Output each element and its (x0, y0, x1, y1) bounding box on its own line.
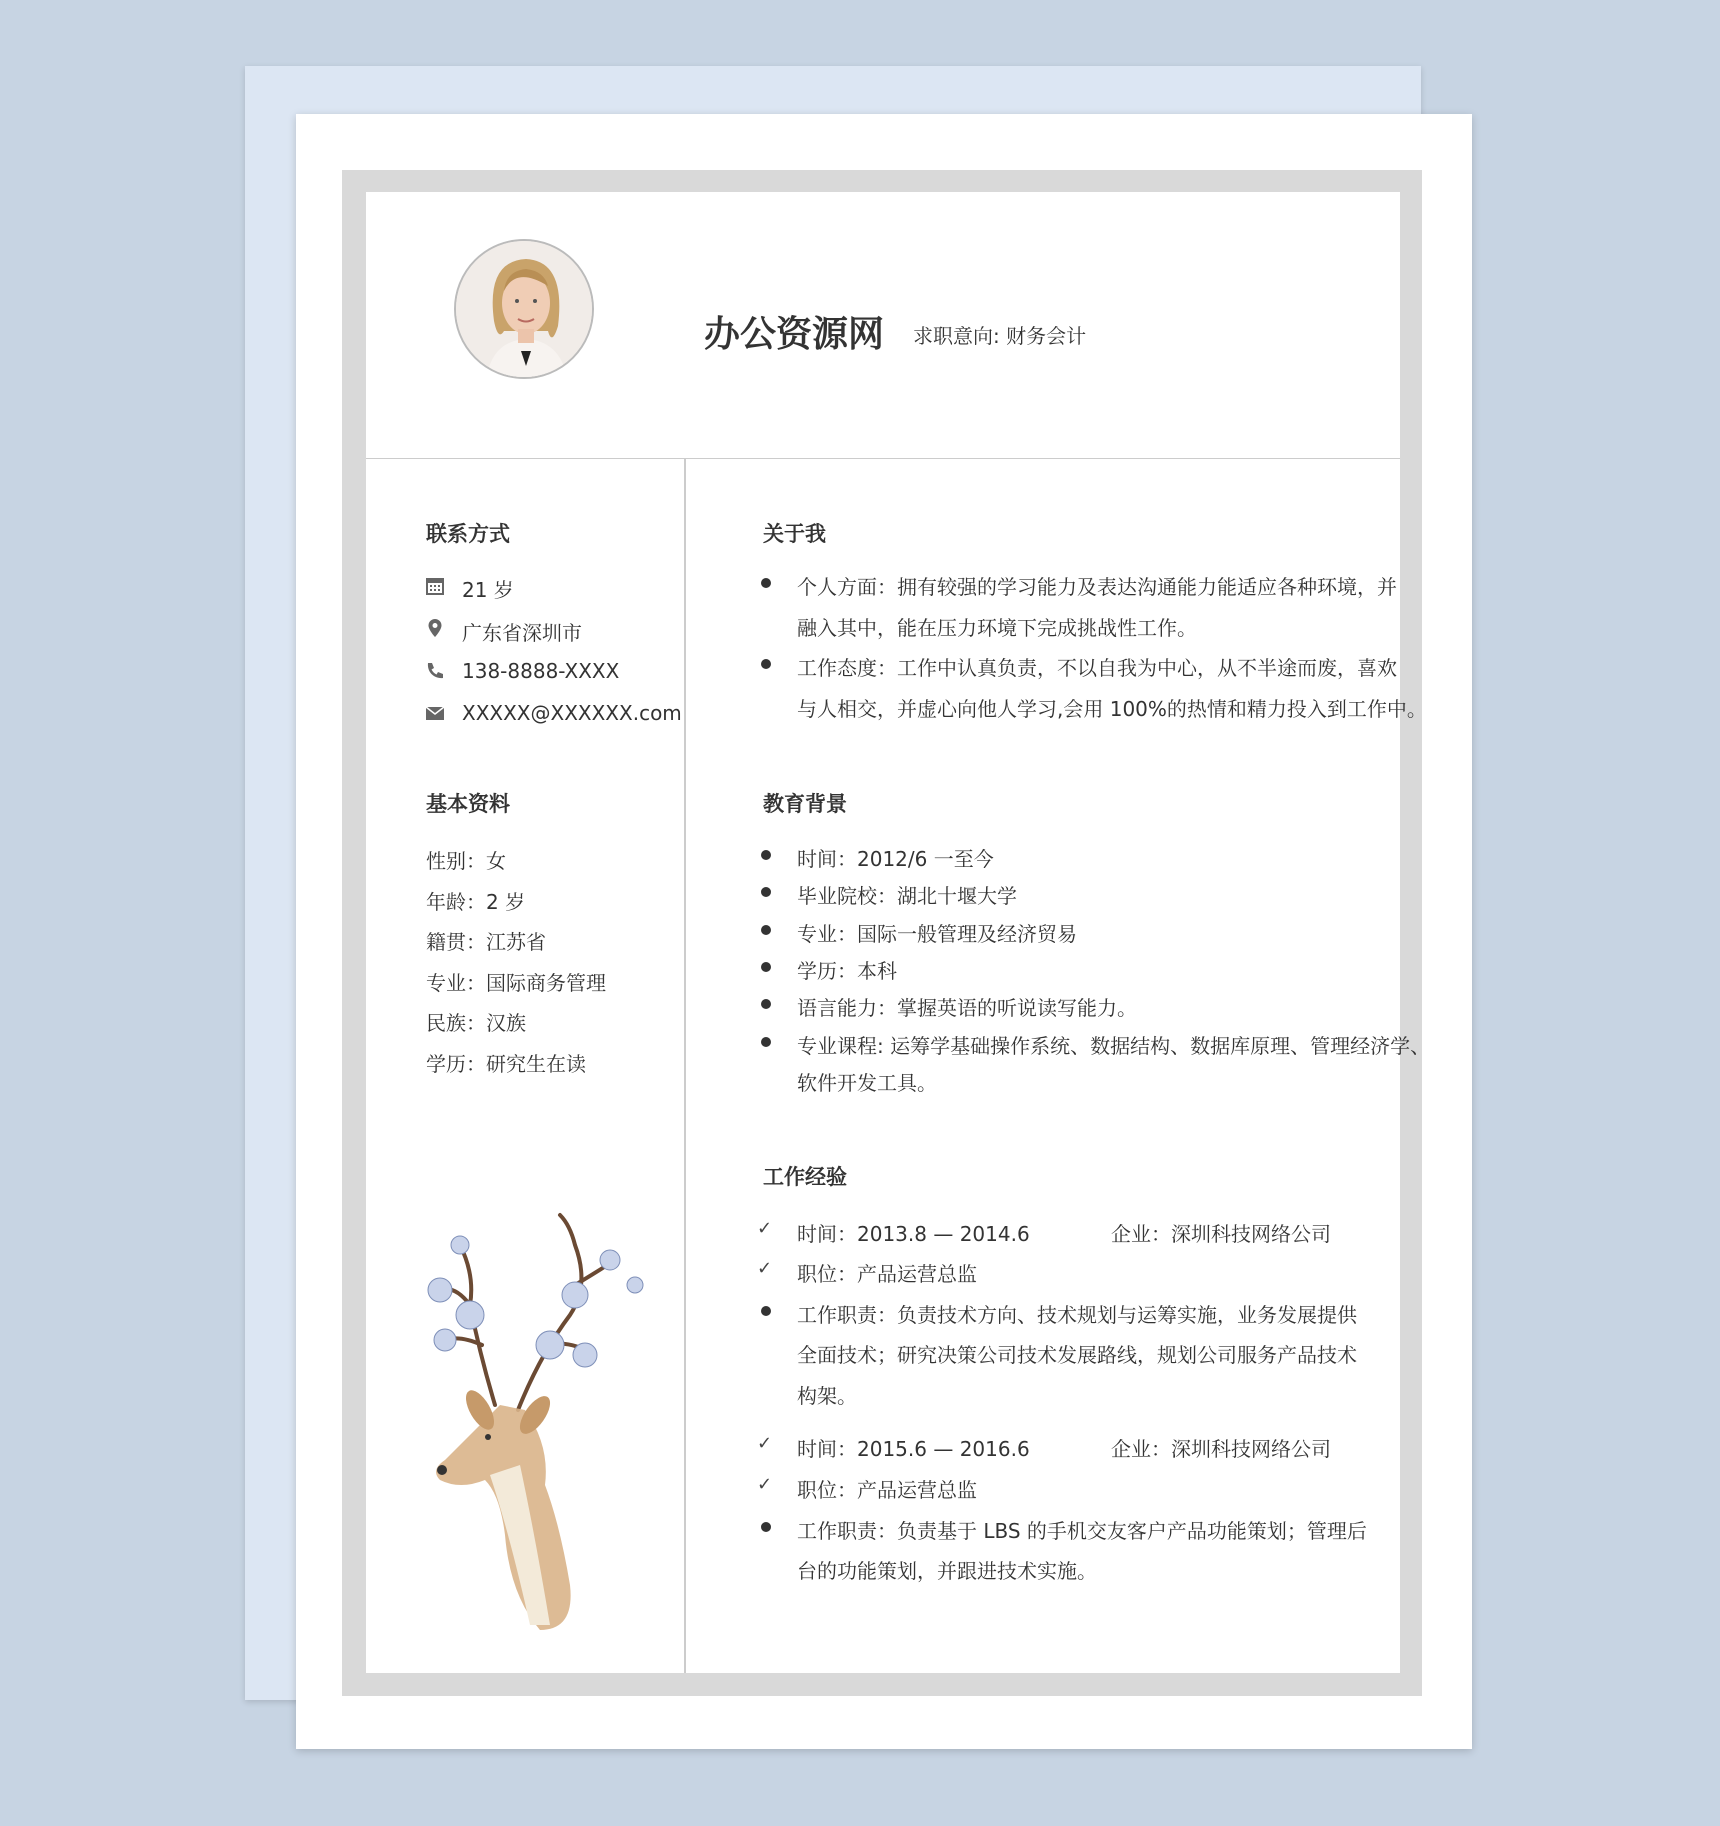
phone-icon (424, 660, 446, 682)
calendar-icon (424, 575, 446, 597)
about-personal: 个人方面：拥有较强的学习能力及表达沟通能力能适应各种环境，并 (797, 575, 1397, 599)
work2-company: 企业：深圳科技网络公司 (1111, 1437, 1331, 1461)
contact-title: 联系方式 (426, 522, 510, 546)
check-icon: ✓ (757, 1433, 773, 1454)
avatar (454, 239, 594, 379)
bullet (761, 925, 771, 935)
edu-language: 语言能力：掌握英语的听说读写能力。 (797, 996, 1137, 1020)
deer-illustration (400, 1205, 675, 1640)
basic-major: 专业：国际商务管理 (426, 971, 606, 995)
basic-age: 年龄：2 岁 (426, 890, 526, 914)
about-attitude: 工作态度：工作中认真负责，不以自我为中心，从不半途而废，喜欢 (797, 656, 1397, 680)
basic-education: 学历：研究生在读 (426, 1052, 586, 1076)
bullet (761, 962, 771, 972)
location-pin-icon (424, 617, 446, 639)
basic-info-title: 基本资料 (426, 792, 510, 816)
work2-duties: 工作职责：负责基于 LBS 的手机交友客户产品功能策划；管理后 (797, 1519, 1367, 1543)
edu-courses: 专业课程: 运筹学基础操作系统、数据结构、数据库原理、管理经济学、 (797, 1034, 1431, 1058)
bullet (761, 1037, 771, 1047)
check-icon: ✓ (757, 1218, 773, 1239)
about-title: 关于我 (763, 522, 826, 546)
work1-duties-cont2: 构架。 (797, 1384, 857, 1408)
work1-position: 职位：产品运营总监 (797, 1262, 977, 1286)
job-intent: 求职意向: 财务会计 (913, 324, 1087, 348)
contact-location: 广东省深圳市 (462, 621, 582, 645)
column-divider (684, 458, 686, 1673)
bullet (761, 850, 771, 860)
contact-email: XXXXX@XXXXXX.com (462, 701, 682, 725)
basic-gender: 性别：女 (426, 849, 506, 873)
work1-time: 时间：2013.8 — 2014.6 (797, 1222, 1030, 1246)
edu-courses-cont: 软件开发工具。 (797, 1071, 937, 1095)
about-personal-cont: 融入其中，能在压力环境下完成挑战性工作。 (797, 616, 1197, 640)
contact-age: 21 岁 (462, 578, 514, 602)
bullet (761, 1522, 771, 1532)
check-icon: ✓ (757, 1474, 773, 1495)
work2-position: 职位：产品运营总监 (797, 1478, 977, 1502)
work-title: 工作经验 (763, 1165, 847, 1189)
mail-icon (424, 702, 446, 724)
edu-major: 专业：国际一般管理及经济贸易 (797, 922, 1077, 946)
bullet (761, 578, 771, 588)
work2-duties-cont: 台的功能策划，并跟进技术实施。 (797, 1559, 1097, 1583)
candidate-name: 办公资源网 (704, 314, 885, 355)
bullet (761, 659, 771, 669)
about-attitude-cont: 与人相交，并虚心向他人学习,会用 100%的热情和精力投入到工作中。 (797, 697, 1427, 721)
edu-time: 时间：2012/6 一至今 (797, 847, 994, 871)
work1-duties: 工作职责：负责技术方向、技术规划与运筹实施，业务发展提供 (797, 1303, 1357, 1327)
contact-phone: 138-8888-XXXX (462, 659, 620, 683)
header-divider (366, 458, 1400, 459)
edu-degree: 学历：本科 (797, 959, 897, 983)
work2-time: 时间：2015.6 — 2016.6 (797, 1437, 1030, 1461)
education-title: 教育背景 (763, 792, 847, 816)
work1-company: 企业：深圳科技网络公司 (1111, 1222, 1331, 1246)
check-icon: ✓ (757, 1258, 773, 1279)
basic-hometown: 籍贯：江苏省 (426, 930, 546, 954)
edu-school: 毕业院校：湖北十堰大学 (797, 884, 1017, 908)
bullet (761, 999, 771, 1009)
basic-ethnicity: 民族：汉族 (426, 1011, 526, 1035)
bullet (761, 887, 771, 897)
bullet (761, 1306, 771, 1316)
work1-duties-cont: 全面技术；研究决策公司技术发展路线，规划公司服务产品技术 (797, 1343, 1357, 1367)
